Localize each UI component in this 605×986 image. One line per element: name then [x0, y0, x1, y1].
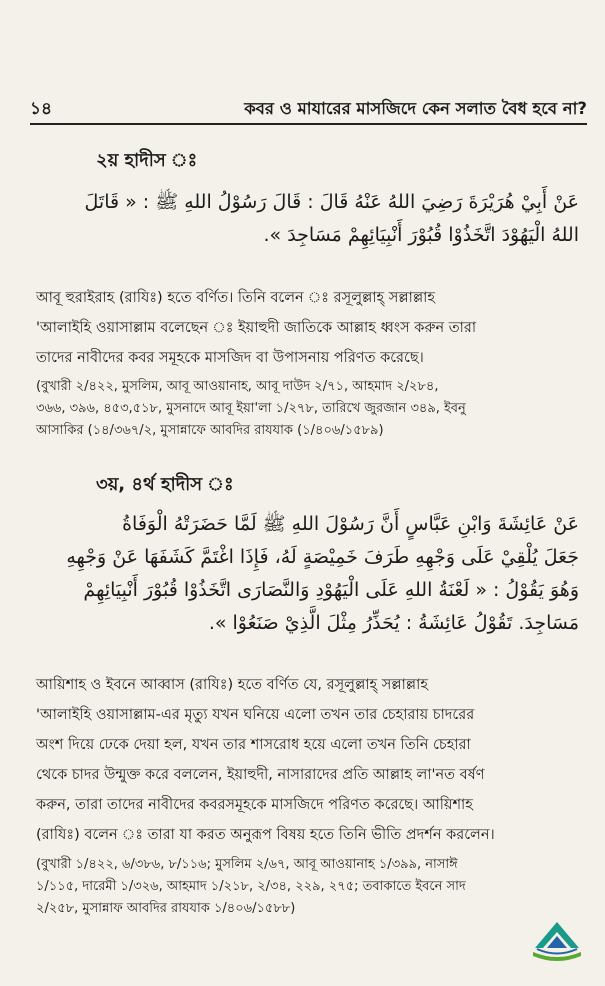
arabic-line: وَهُوَ يَقُوْلُ : « لَعْنَةُ اللهِ عَلَى الْيَهُوْدِ وَالنَّصَارَى اتَّخَذُوْا قُبُوْرَ أَنْبِيَائِهِمْ — [83, 579, 579, 601]
arabic-line: مَسَاجِدَ. تَقُوْلُ عَائِشَةُ : يُحَذِّرُ مِثْلَ الَّذِيْ صَنَعُوْا ». — [208, 612, 579, 634]
translation-line: করুন, তারা তাদের নাবীদের কবরসমূহকে মাসজিদে পরিণত করেছে। আয়িশাহ — [36, 797, 473, 813]
reference-line: (বুখারী ১/৪২২, ৬/৩৮৬, ৮/১১৬; মুসলিম ২/৬৭, আবূ আওয়ানাহ ১/৩৯৯, নাসাঈ — [36, 857, 458, 872]
hadith-3-4-translation — [36, 670, 579, 850]
hadith-3-4-heading: ৩য়, ৪র্থ হাদীস ঃ — [96, 474, 234, 495]
reference-line: ৩৬৬, ৩৯৬, ৪৫৩,৫১৮, মুসনাদে আবূ ইয়া'লা ১/২৭৮, তারিখে জুরজান ৩৪৯, ইবনু — [36, 401, 466, 416]
translation-line: অংশ দিয়ে ঢেকে দেয়া হল, যখন তার শাসরোধ হয়ে এলো তখন তিনি চেহারা — [36, 737, 471, 753]
reference-line: ১/১১৫, দারেমী ১/৩২৬, আহমাদ ১/২১৮, ২/৩৪, ২২৯, ২৭৫; তবাকাতে ইবনে সাদ — [36, 879, 466, 894]
translation-line: 'আলাইহি ওয়াসাল্লাম বলেছেন ঃ ইয়াহুদী জাতিকে আল্লাহ ধ্বংস করুন তারা — [36, 320, 477, 336]
translation-line: 'আলাইহি ওয়াসাল্লাম-এর মৃত্যু যখন ঘনিয়ে এলো তখন তার চেহারায় চাদরের — [36, 707, 475, 723]
page-header — [30, 96, 587, 120]
reference-line: ২/২৫৮, মুসান্নাফ আবদির রাযযাক ১/৪০৬/১৫৮৮) — [36, 901, 296, 916]
hadith-2-heading: ২য় হাদীস ঃ — [96, 150, 198, 171]
translation-line: আবূ হুরাইরাহ (রাযিঃ) হতে বর্ণিত। তিনি বলেন ঃ রসূলুল্লাহ্ সল্লাল্লাহ — [36, 290, 435, 306]
running-title: কবর ও মাযারের মাসজিদে কেন সলাত বৈধ হবে না? — [244, 99, 587, 118]
header-rule — [30, 123, 587, 125]
arabic-line: عَنْ عَائِشَةَ وَابْنِ عَبَّاسٍ أَنَّ رَسُوْلَ اللهِ ﷺ لَمَّا حَضَرَتْهُ الْوَفَاةُ — [122, 513, 579, 535]
arabic-line: عَنْ أَبِيْ هُرَيْرَةَ رَضِيَ اللهُ عَنْهُ قَالَ : قَالَ رَسُوْلُ اللهِ ﷺ : « قَاتَلَ — [84, 191, 579, 213]
hadith-3-4-reference — [36, 854, 579, 920]
hadith-2-reference — [36, 376, 579, 442]
hadith-2-arabic — [19, 186, 579, 252]
arabic-line: جَعَلَ يُلْقِيْ عَلَى وَجْهِهِ طَرَفَ خَمِيْصَةٍ لَهُ، فَإِذَا اغْتَمَّ كَشَفَهَا عَنْ وَجْهِهِ — [66, 546, 579, 568]
reference-line: আসাকির (১৪/৩৬৭/২, মুসান্নাফে আবদির রাযযাক (১/৪০৬/১৫৮৯) — [36, 423, 384, 438]
translation-line: থেকে চাদর উন্মুক্ত করে বললেন, ইয়াহুদী, নাসারাদের প্রতি আল্লাহ লা'নত বর্ষণ — [36, 767, 485, 783]
publisher-logo-icon — [527, 918, 587, 962]
reference-line: (বুখারী ২/৪২২, মুসলিম, আবূ আওয়ানাহ, আবূ দাউদ ২/৭১, আহমাদ ২/২৮৪, — [36, 379, 439, 394]
hadith-3-4-arabic — [19, 508, 579, 640]
translation-line: আয়িশাহ ও ইবনে আব্বাস (রাযিঃ) হতে বর্ণিত যে, রসূলুল্লাহ্ সল্লাল্লাহ — [36, 677, 428, 693]
translation-line: তাদের নাবীদের কবর সমূহকে মাসজিদ বা উপাসনায় পরিণত করেছে। — [36, 350, 424, 366]
hadith-2-translation — [36, 283, 579, 373]
arabic-line: اللهُ الْيَهُوْدَ اتَّخَذُوْا قُبُوْرَ أَنْبِيَائِهِمْ مَسَاجِدَ ». — [263, 224, 579, 246]
translation-line: (রাযিঃ) বলেন ঃ তারা যা করত অনুরূপ বিষয় হতে তিনি ভীতি প্রদর্শন করলেন। — [36, 827, 495, 843]
page-number: ১৪ — [30, 99, 53, 119]
